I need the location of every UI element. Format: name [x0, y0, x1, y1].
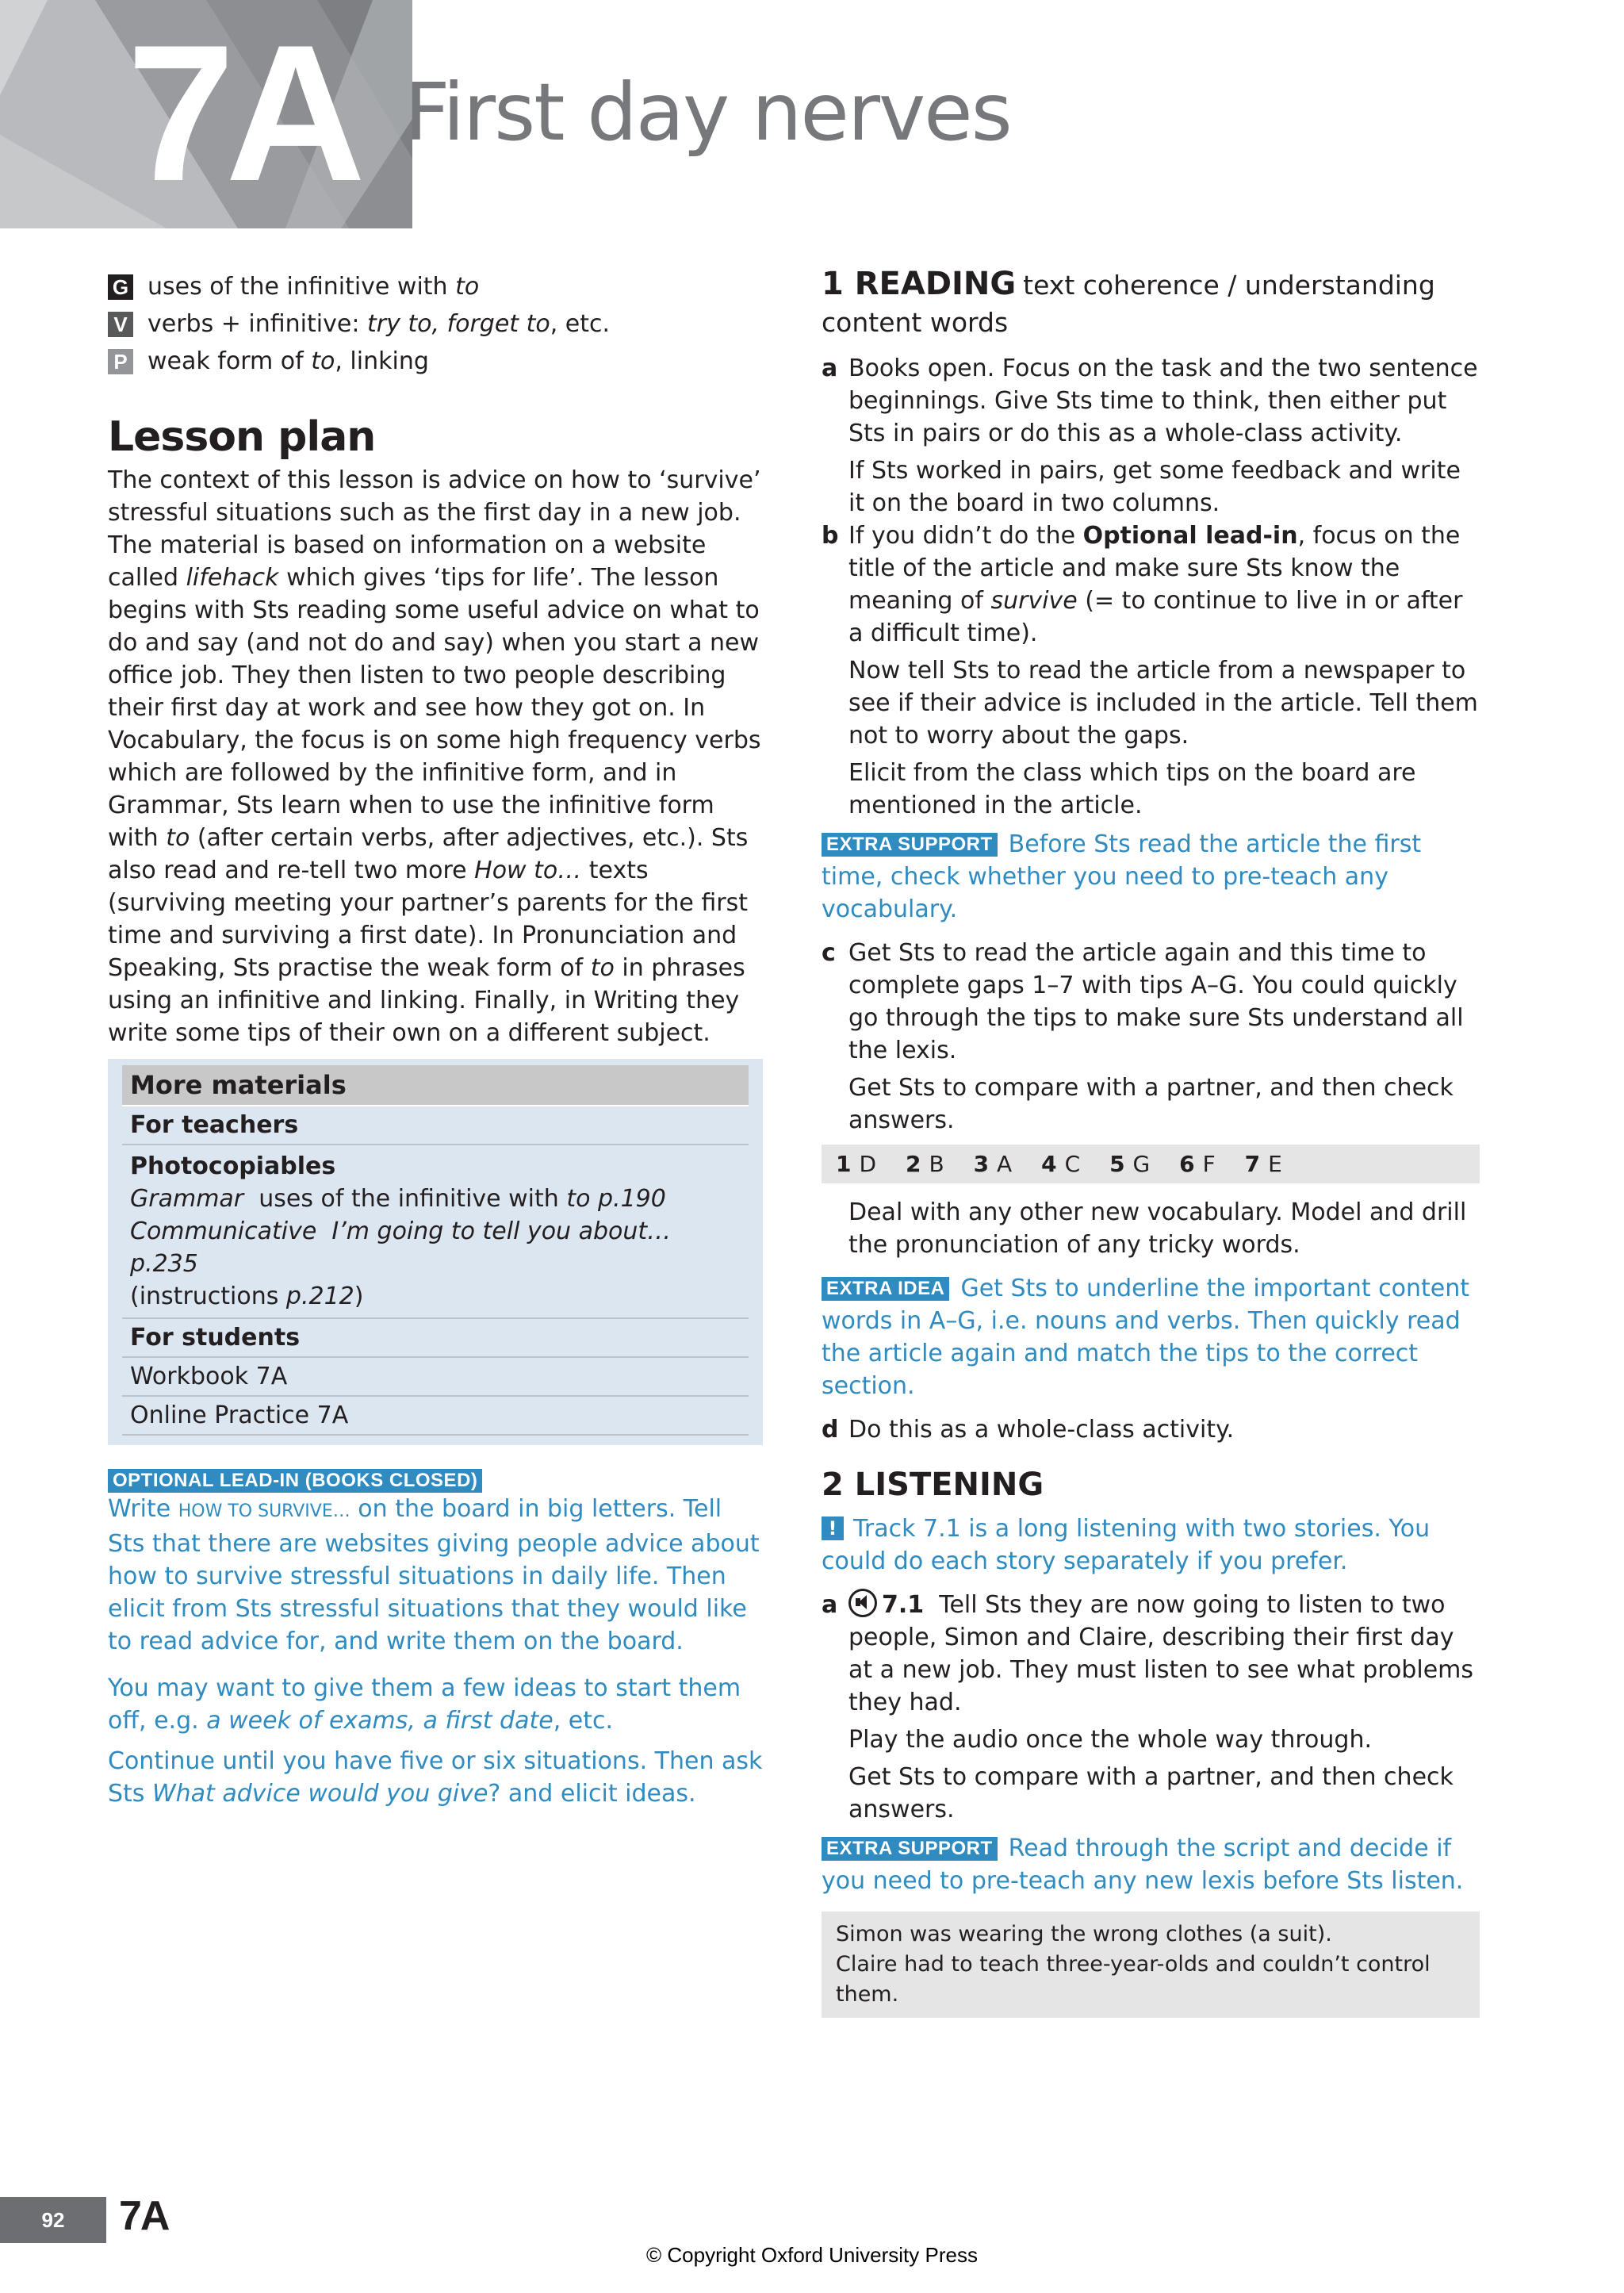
photocopiable-grammar: Grammar uses of the infinitive with to p.190 [130, 1185, 666, 1213]
for-teachers-heading: For teachers [122, 1106, 749, 1145]
gvp-text: uses of the infinitive with to [147, 273, 480, 301]
listening-extra-support: EXTRA SUPPORT Read through the script and decide if you need to pre-teach any new lexis before Sts listen. [822, 1835, 1464, 1895]
more-materials-box [108, 1059, 763, 1445]
photocopiables-heading: Photocopiables [130, 1152, 336, 1180]
reading-item-d: d Do this as a whole-class activity. [822, 1416, 1235, 1444]
left-column [108, 268, 763, 1810]
photocopiable-communicative: Communicative I’m going to tell you about… p.235 [130, 1217, 672, 1278]
lesson-plan-text: The context of this lesson is advice on how to ‘survive’ stressful situations such as the first day in a new job. The material is based on information on a website called lifehack which gives ‘tips for life’. The lesson begins with Sts reading some useful advice on what to do and say (and not do and say) when you start a new office job. They then listen to two people describing their first day at work and see how they got on. In Vocabulary, the focus is on some high frequency verbs which are followed by the infinitive form, and in Grammar, Sts learn when to use the infinitive form with to (after certain verbs, after adjectives, etc.). Sts also read and re-tell two more How to… texts (surviving meeting your partner’s parents for the first time and surviving a first date). In Pronunciation and Speaking, Sts practise the weak form of to in phrases using an infinitive and linking. Finally, in Writing they write some tips of their own on a different subject. [108, 466, 761, 1047]
listening-heading: 2 LISTENING [822, 1467, 1044, 1503]
gvp-pronunciation [108, 343, 763, 380]
lesson-plan-heading: Lesson plan [108, 413, 376, 461]
photocopiables-block [122, 1145, 749, 1319]
workbook-line: Workbook 7A [122, 1358, 749, 1397]
more-materials-heading: More materials [122, 1065, 749, 1106]
for-students-heading: For students [122, 1319, 749, 1358]
listening-answer-key: Simon was wearing the wrong clothes (a suit). Claire had to teach three-year-olds and couldn’t control them. [822, 1911, 1480, 2018]
gvp-text: weak form of to, linking [147, 347, 429, 375]
lead-in-paragraph-1: Write HOW TO SURVIVE… on the board in big letters. Tell Sts that there are websites giving people advice about how to survive stressful situations in daily life. Then elicit from Sts stressful situations that they would like to read advice for, and write them on the board. [108, 1495, 760, 1655]
listening-note: ! Track 7.1 is a long listening with two stories. You could do each story separately if you prefer. [822, 1515, 1431, 1575]
right-column [822, 268, 1480, 2018]
footer-unit-label: 7A [119, 2193, 169, 2239]
unit-number-large: 7A [127, 4, 357, 221]
exclamation-icon: ! [822, 1517, 844, 1540]
page-title: First day nerves [404, 66, 1011, 159]
gvp-vocabulary [108, 305, 763, 343]
reading-item-a: a Books open. Focus on the task and the two sentence beginnings. Give Sts time to think, then either put Sts in pairs or do this as a whole-class activity. If Sts worked in pairs, get some feedback and write it on the board in two columns. [822, 355, 1478, 517]
gvp-grammar [108, 268, 763, 305]
photocopiable-instructions: (instructions p.212) [130, 1283, 364, 1310]
reading-item-b: b If you didn’t do the Optional lead-in, focus on the title of the article and make sure Sts know the meaning of survive (= to continue to live in or after a difficult time). Now tell Sts to read the article from a newspaper to see if their advice is included in the article. Tell them not to worry about the gaps. Elicit from the class which tips on the board are mentioned in the article. [822, 522, 1478, 819]
reading-extra-support: EXTRA SUPPORT Before Sts read the article the first time, check whether you need to pre-teach any vocabulary. [822, 830, 1422, 923]
listening-section [822, 1467, 1480, 2018]
page-number: 92 [0, 2197, 106, 2243]
audio-icon [848, 1589, 877, 1617]
lead-in-paragraph-2: You may want to give them a few ideas to start them off, e.g. a week of exams, a first date, etc. [108, 1674, 741, 1735]
reading-extra-idea: EXTRA IDEA Get Sts to underline the important content words in A–G, i.e. nouns and verbs. Then quickly read the article again and match the tips to the correct section. [822, 1275, 1470, 1400]
reading-item-c: c Get Sts to read the article again and this time to complete gaps 1–7 with tips A–G. You could quickly go through the tips to make sure Sts understand all the lexis. Get Sts to compare with a partner, and then check answers. [822, 939, 1464, 1134]
reading-c-followup: Deal with any other new vocabulary. Model and drill the pronunciation of any tricky words. [848, 1198, 1467, 1259]
reading-heading: 1 READING text coherence / understanding content words [822, 266, 1435, 338]
listening-item-a: a 7.1 Tell Sts they are now going to listen to two people, Simon and Claire, describing their first day at a new job. They must listen to see what problems they had. Play the audio once the whole way through. Get Sts to compare with a partner, and then check answers. [822, 1589, 1480, 1826]
online-practice-line: Online Practice 7A [122, 1397, 749, 1436]
gvp-list [108, 268, 763, 380]
reading-answer-key: 1 D 2 B 3 A 4 C 5 G 6 F 7 E [822, 1145, 1480, 1183]
grammar-badge: G [108, 274, 133, 300]
copyright-notice: © Copyright Oxford University Press [646, 2243, 978, 2267]
vocabulary-badge: V [108, 312, 133, 337]
optional-lead-in-tag: OPTIONAL LEAD-IN (BOOKS CLOSED) [108, 1469, 482, 1493]
lead-in-paragraph-3: Continue until you have five or six situations. Then ask Sts What advice would you give? and elicit ideas. [108, 1747, 763, 1808]
optional-lead-in [108, 1469, 763, 1810]
pronunciation-badge: P [108, 349, 133, 374]
reading-section [822, 268, 1480, 1446]
gvp-text: verbs + infinitive: try to, forget to, etc. [147, 310, 611, 338]
page-header [0, 0, 1624, 228]
